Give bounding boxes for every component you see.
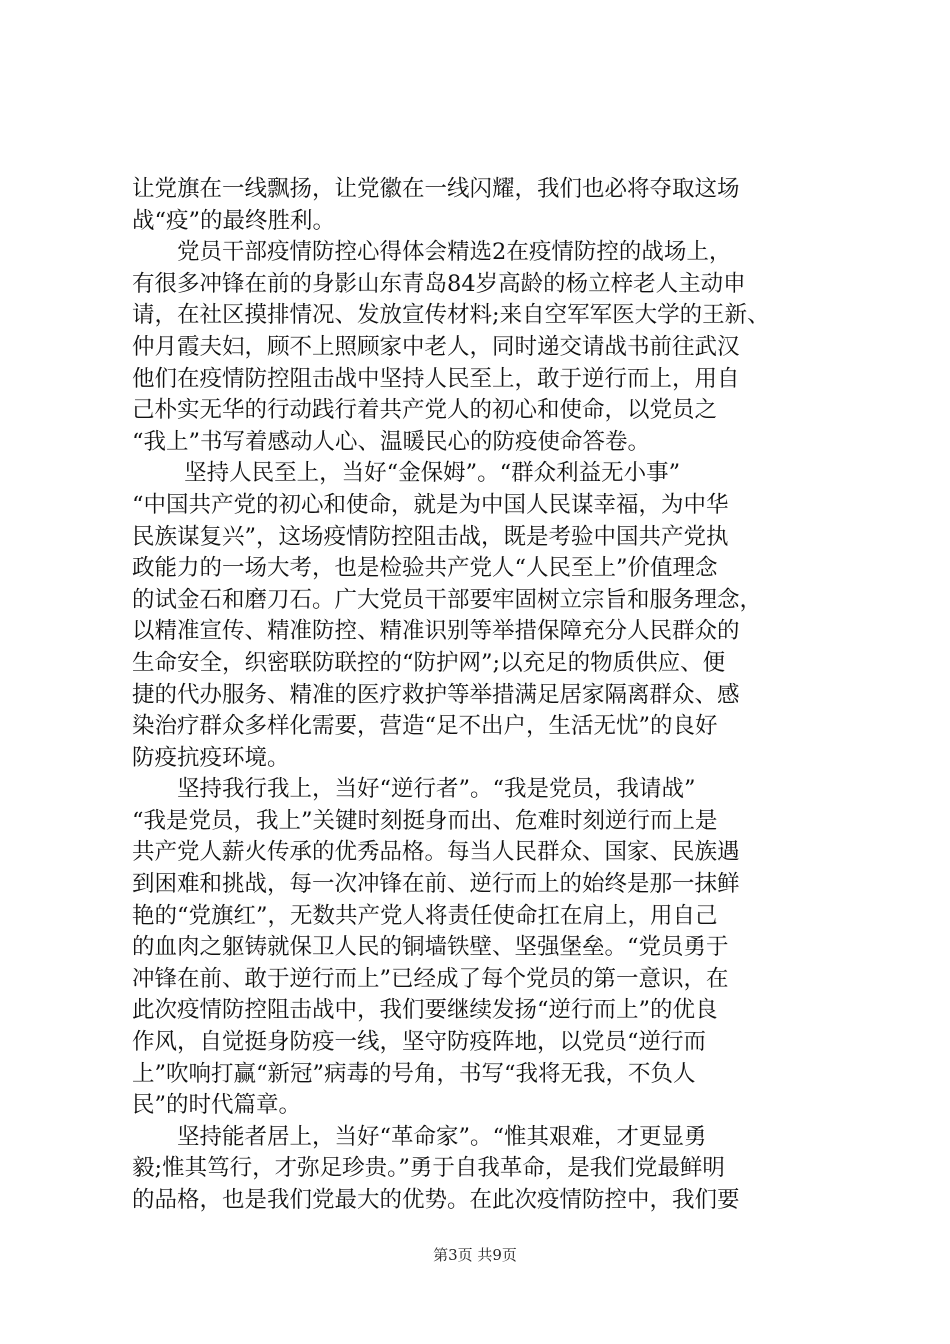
text-line: 共产党人薪火传承的优秀品格。每当人民群众、国家、民族遇: [132, 839, 740, 866]
text-line: 有很多冲锋在前的身影山东青岛84岁高龄的杨立梓老人主动申: [132, 270, 746, 297]
text-line: 民族谋复兴”，这场疫情防控阻击战，既是考验中国共产党执: [132, 523, 729, 550]
text-line: 民”的时代篇章。: [132, 1092, 302, 1119]
text-line: 党员干部疫情防控心得体会精选2在疫情防控的战场上，: [132, 239, 732, 266]
text-line: 以精准宣传、精准防控、精准识别等举措保障充分人民群众的: [132, 618, 740, 645]
text-line: 仲月霞夫妇，顾不上照顾家中老人，同时递交请战书前往武汉: [132, 333, 740, 360]
text-line: “我是党员，我上”关键时刻挺身而出、危难时刻逆行而上是: [132, 807, 718, 834]
text-line: 让党旗在一线飘扬，让党徽在一线闪耀，我们也必将夺取这场: [132, 176, 740, 202]
text-line: 坚持我行我上，当好“逆行者”。“我是党员，我请战”: [132, 776, 696, 803]
text-line: 坚持能者居上，当好“革命家”。“惟其艰难，才更显勇: [132, 1123, 707, 1150]
text-line: 到困难和挑战，每一次冲锋在前、逆行而上的始终是那一抹鲜: [132, 871, 740, 898]
text-line: 的试金石和磨刀石。广大党员干部要牢固树立宗旨和服务理念，: [132, 586, 763, 613]
text-line: 己朴实无华的行动践行着共产党人的初心和使命，以党员之: [132, 397, 718, 424]
text-line: 请，在社区摸排情况、发放宣传材料;来自空军军医大学的王新、: [132, 302, 770, 329]
text-line: 捷的代办服务、精准的医疗救护等举措满足居家隔离群众、感: [132, 681, 740, 708]
text-line: 生命安全，织密联防联控的“防护网”;以充足的物质供应、便: [132, 649, 726, 676]
text-line: 毅;惟其笃行，才弥足珍贵。”勇于自我革命，是我们党最鲜明: [132, 1155, 725, 1182]
text-line: 政能力的一场大考，也是检验共产党人“人民至上”价值理念: [132, 555, 718, 582]
text-line: 作风，自觉挺身防疫一线，坚守防疫阵地，以党员“逆行而: [132, 1029, 707, 1056]
text-line: 冲锋在前、敢于逆行而上”已经成了每个党员的第一意识，在: [132, 965, 729, 992]
text-line: 的品格，也是我们党最大的优势。在此次疫情防控中，我们要: [132, 1187, 740, 1213]
text-line: 上”吹响打赢“新冠”病毒的号角，书写“我将无我，不负人: [132, 1060, 696, 1087]
document-body: [132, 174, 828, 1217]
text-line: “中国共产党的初心和使命，就是为中国人民谋幸福，为中华: [132, 491, 729, 518]
text-line: “我上”书写着感动人心、温暖民心的防疫使命答卷。: [132, 428, 651, 455]
page-number: 第3页 共9页: [433, 1246, 517, 1264]
text-line: 防疫抗疫环境。: [132, 744, 290, 771]
text-line: 此次疫情防控阻击战中，我们要继续发扬“逆行而上”的优良: [132, 997, 718, 1024]
text-line: 的血肉之躯铸就保卫人民的铜墙铁壁、坚强堡垒。“党员勇于: [132, 934, 729, 961]
text-line: 战“疫”的最终胜利。: [132, 207, 336, 234]
text-line: 染治疗群众多样化需要，营造“足不出户，生活无忧”的良好: [132, 713, 718, 740]
text-line: 艳的“党旗红”，无数共产党人将责任使命扛在肩上，用自己: [132, 902, 718, 929]
text-line: 坚持人民至上，当好“金保姆”。“群众利益无小事”: [132, 460, 681, 487]
text-line: 他们在疫情防控阻击战中坚持人民至上，敢于逆行而上，用自: [132, 365, 740, 392]
